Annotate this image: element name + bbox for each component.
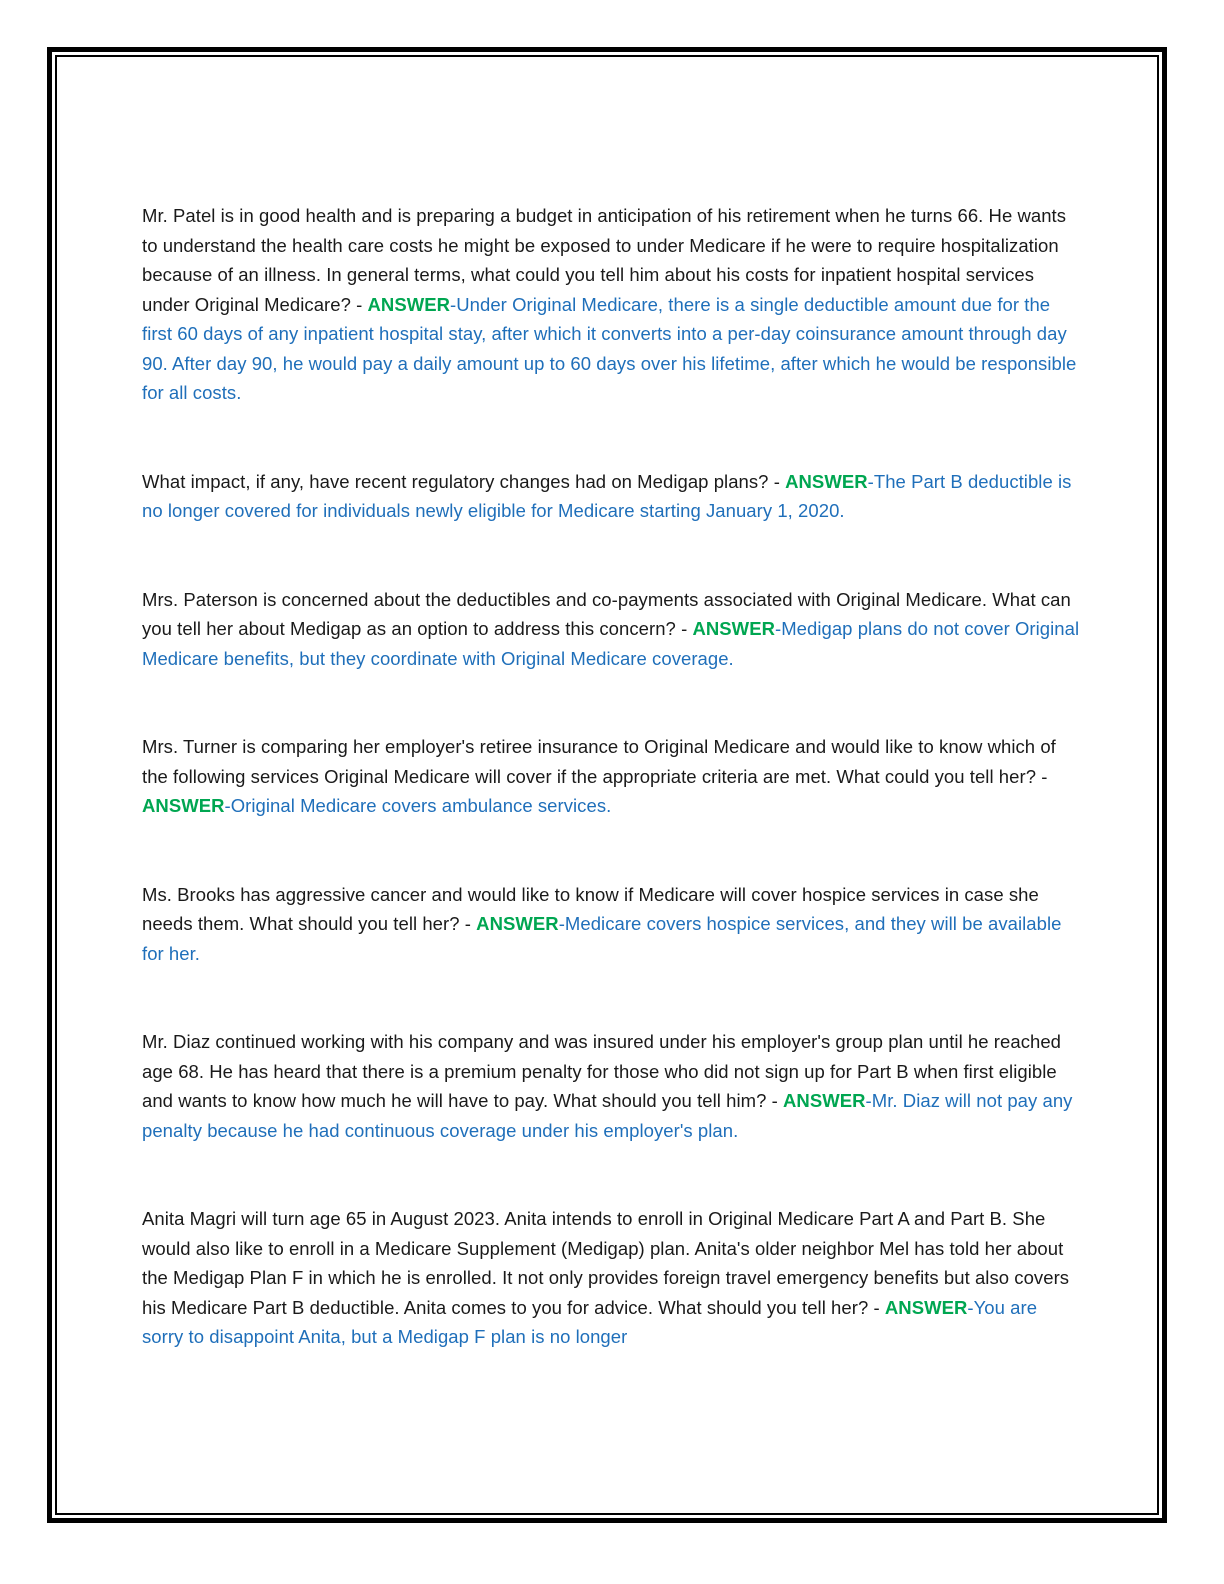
answer-text: -Medigap plans do not cover Original Medicare benefits, but they coordinate with Original Medicare coverage. bbox=[142, 618, 1080, 669]
question-text: Mr. Patel is in good health and is preparing a budget in anticipation of his retirement when he turns 66. He wants to understand the health care costs he might be exposed to under Medicare if he were to require hospitalization because of an illness. In general terms, what could you tell him about his costs for inpatient hospital services under Original Medicare? - bbox=[142, 205, 1067, 315]
answer-text: -Original Medicare covers ambulance services. bbox=[224, 795, 612, 816]
qa-item bbox=[142, 1204, 1082, 1352]
answer-label: ANSWER bbox=[476, 913, 559, 934]
answer-label: ANSWER bbox=[785, 470, 868, 492]
qa-item bbox=[142, 880, 1082, 969]
qa-item bbox=[142, 201, 1082, 408]
question-text: Mrs. Paterson is concerned about the deductibles and co-payments associated with Original Medicare. What can you tell her about Medigap as an option to address this concern? - bbox=[142, 588, 1071, 639]
answer-label: ANSWER bbox=[884, 1296, 968, 1318]
qa-item bbox=[142, 585, 1082, 674]
answer-label: ANSWER bbox=[142, 795, 225, 816]
question-text: Ms. Brooks has aggressive cancer and would like to know if Medicare will cover hospice services in case she needs them. What should you tell her? - bbox=[142, 883, 1039, 934]
answer-label: ANSWER bbox=[692, 618, 775, 639]
question-text: What impact, if any, have recent regulatory changes had on Medigap plans? - bbox=[142, 470, 786, 492]
qa-item bbox=[142, 732, 1082, 821]
answer-text: -You are sorry to disappoint Anita, but a Medigap F plan is no longer bbox=[142, 1296, 1038, 1347]
document-body bbox=[142, 201, 1082, 1352]
answer-text: -Medicare covers hospice services, and they will be available for her. bbox=[142, 913, 1062, 964]
qa-item bbox=[142, 467, 1082, 526]
answer-text: -Mr. Diaz will not pay any penalty because he had continuous coverage under his employer's plan. bbox=[142, 1090, 1073, 1141]
question-text: Mrs. Turner is comparing her employer's retiree insurance to Original Medicare and would like to know which of the following services Original Medicare will cover if the appropriate criteria are met. What could you tell her? - bbox=[142, 736, 1056, 787]
answer-label: ANSWER bbox=[783, 1090, 866, 1111]
question-text: Mr. Diaz continued working with his company and was insured under his employer's group plan until he reached age 68. He has heard that there is a premium penalty for those who did not sign up for Part B when first eligible and wants to know how much he will have to pay. What should you tell him? - bbox=[142, 1031, 1062, 1111]
qa-item bbox=[142, 1027, 1082, 1145]
answer-label: ANSWER bbox=[367, 293, 451, 315]
question-text: Anita Magri will turn age 65 in August 2023. Anita intends to enroll in Original Medicare Part A and Part B. She would also like to enroll in a Medicare Supplement (Medigap) plan. Anita's older neighbor Mel has told her about the Medigap Plan F in which he is enrolled. It not only provides foreign travel emergency benefits but also covers his Medicare Part B deductible. Anita comes to you for advice. What should you tell her? - bbox=[142, 1208, 1070, 1318]
answer-text: -Under Original Medicare, there is a single deductible amount due for the first 60 days of any inpatient hospital stay, after which it converts into a per-day coinsurance amount through day 90. After day 90, he would pay a daily amount up to 60 days over his lifetime, after which he would be responsible for all costs. bbox=[142, 293, 1077, 403]
answer-text: -The Part B deductible is no longer covered for individuals newly eligible for Medicare starting January 1, 2020. bbox=[142, 470, 1072, 521]
